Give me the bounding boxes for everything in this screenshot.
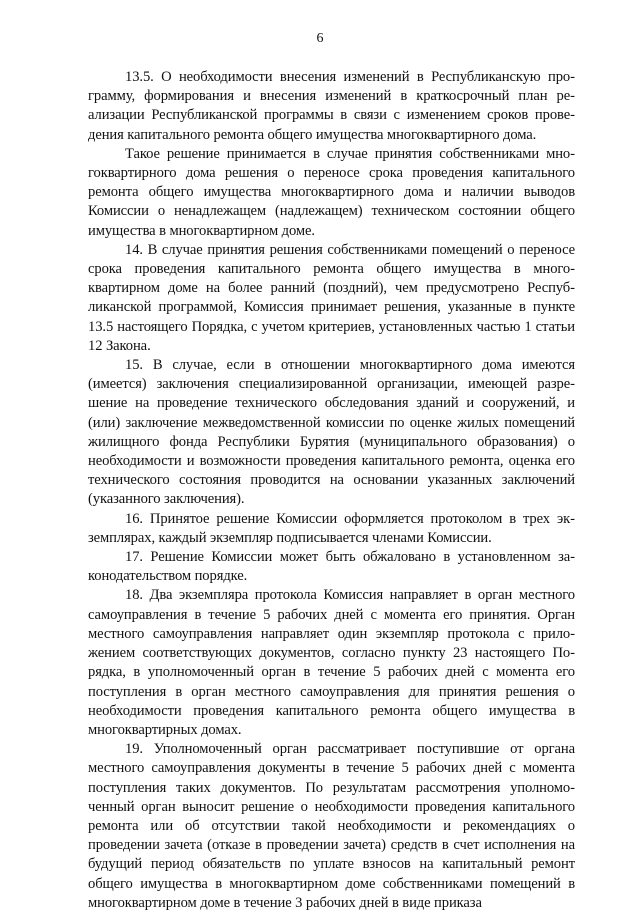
page-number: 6 [316,31,324,46]
paragraph-18: 18. Два экземпляра протокола Комиссия направляет в орган местного самоуправления в течение 5 рабочих дней с момента его принятия. Орган местного самоуправления направляет один экземпляр протокола с приложением соответствующих документов, согласно пункту 23 настоящего Порядка, в уполномоченный орган в течение 5 рабочих дней с момента его поступления в орган местного самоуправления для принятия решения о необходимости проведения капитального ремонта общего имущества в многоквартирных домах. [88,587,575,738]
paragraph-13-5: 13.5. О необходимости внесения изменений в Республиканскую программу, формирования и внесения изменений в краткосрочный план реализации Республиканской программы в связи с изменением сроков проведения капитального ремонта общего имущества многоквартирного дома. [88,69,575,143]
paragraph-16: 16. Принятое решение Комиссии оформляется протоколом в трех экземплярах, каждый экземпляр подписывается членами Комиссии. [88,510,575,546]
paragraph-17: 17. Решение Комиссии может быть обжаловано в установленном законодательством порядке. [88,549,575,585]
document-body [88,68,575,913]
paragraph-13-5-decision: Такое решение принимается в случае принятия собственниками многоквартирного дома решения о переносе срока проведения капитального ремонта общего имущества многоквартирного дома и наличии выводов Комиссии о ненадлежащем (надлежащем) техническом состоянии общего имущества в многоквартирном доме. [88,145,575,239]
paragraph-14: 14. В случае принятия решения собственниками помещений о переносе срока проведения капитального ремонта общего имущества в многоквартирном доме на более ранний (поздний), чем предусмотрено Республиканской программой, Комиссия принимает решения, указанные в пункте 13.5 настоящего Порядка, с учетом критериев, установленных частью 1 статьи 12 Закона. [88,241,575,354]
paragraph-15: 15. В случае, если в отношении многоквартирного дома имеются (имеется) заключения специализированной организации, имеющей разрешение на проведение технического обследования зданий и сооружений, и (или) заключение межведомственной комиссии по оценке жилых помещений жилищного фонда Республики Бурятия (муниципального образования) о необходимости и возможности проведения капитального ремонта, оценка его технического состояния проводится на основании указанных заключений (указанного заключения). [88,357,575,508]
paragraph-19: 19. Уполномоченный орган рассматривает поступившие от органа местного самоуправления документы в течение 5 рабочих дней с момента поступления таких документов. По результатам рассмотрения уполномоченный орган выносит решение о необходимости проведения капитального ремонта или об отсутствии такой необходимости и рекомендациях о проведении зачета (отказе в проведении зачета) средств в счет исполнения на будущий период обязательств по уплате взносов на капитальный ремонт общего имущества в многоквартирном доме собственниками помещений в многоквартирном доме в течение 3 рабочих дней в виде приказа [88,741,575,911]
